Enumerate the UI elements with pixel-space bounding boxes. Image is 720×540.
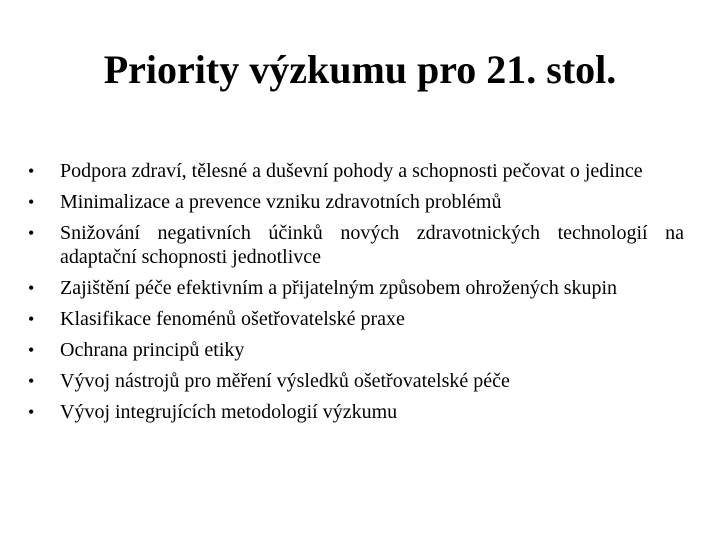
bullet-icon: • (28, 223, 35, 243)
list-item (28, 190, 684, 214)
slide-title: Priority výzkumu pro 21. stol. (103, 47, 617, 92)
list-item-text: Podpora zdraví, tělesné a duševní pohody a schopnosti pečovat o jedince (60, 160, 643, 182)
list-item (28, 400, 684, 424)
bullet-icon: • (28, 309, 35, 329)
list-item-text: Klasifikace fenoménů ošetřovatelské praxe (60, 308, 405, 330)
bullet-icon: • (28, 340, 35, 360)
list-item-text: Snižování negativních účinků nových zdravotnických technologií na adaptační schopnosti jednotlivce (60, 222, 684, 268)
list-item-text: Vývoj integrujících metodologií výzkumu (60, 401, 398, 423)
list-item (28, 159, 684, 183)
list-item-text: Minimalizace a prevence vzniku zdravotních problémů (60, 191, 502, 213)
list-item-text: Zajištění péče efektivním a přijatelným způsobem ohrožených skupin (60, 277, 618, 299)
list-item (28, 338, 684, 362)
bullet-list (28, 159, 684, 431)
list-item-text: Ochrana principů etiky (60, 339, 245, 361)
bullet-icon: • (28, 371, 35, 391)
list-item (28, 369, 684, 393)
bullet-icon: • (28, 402, 35, 422)
list-item (28, 221, 684, 269)
list-item (28, 276, 684, 300)
bullet-icon: • (28, 278, 35, 298)
bullet-icon: • (28, 161, 35, 181)
list-item (28, 307, 684, 331)
bullet-icon: • (28, 192, 35, 212)
list-item-text: Vývoj nástrojů pro měření výsledků ošetřovatelské péče (60, 370, 510, 392)
